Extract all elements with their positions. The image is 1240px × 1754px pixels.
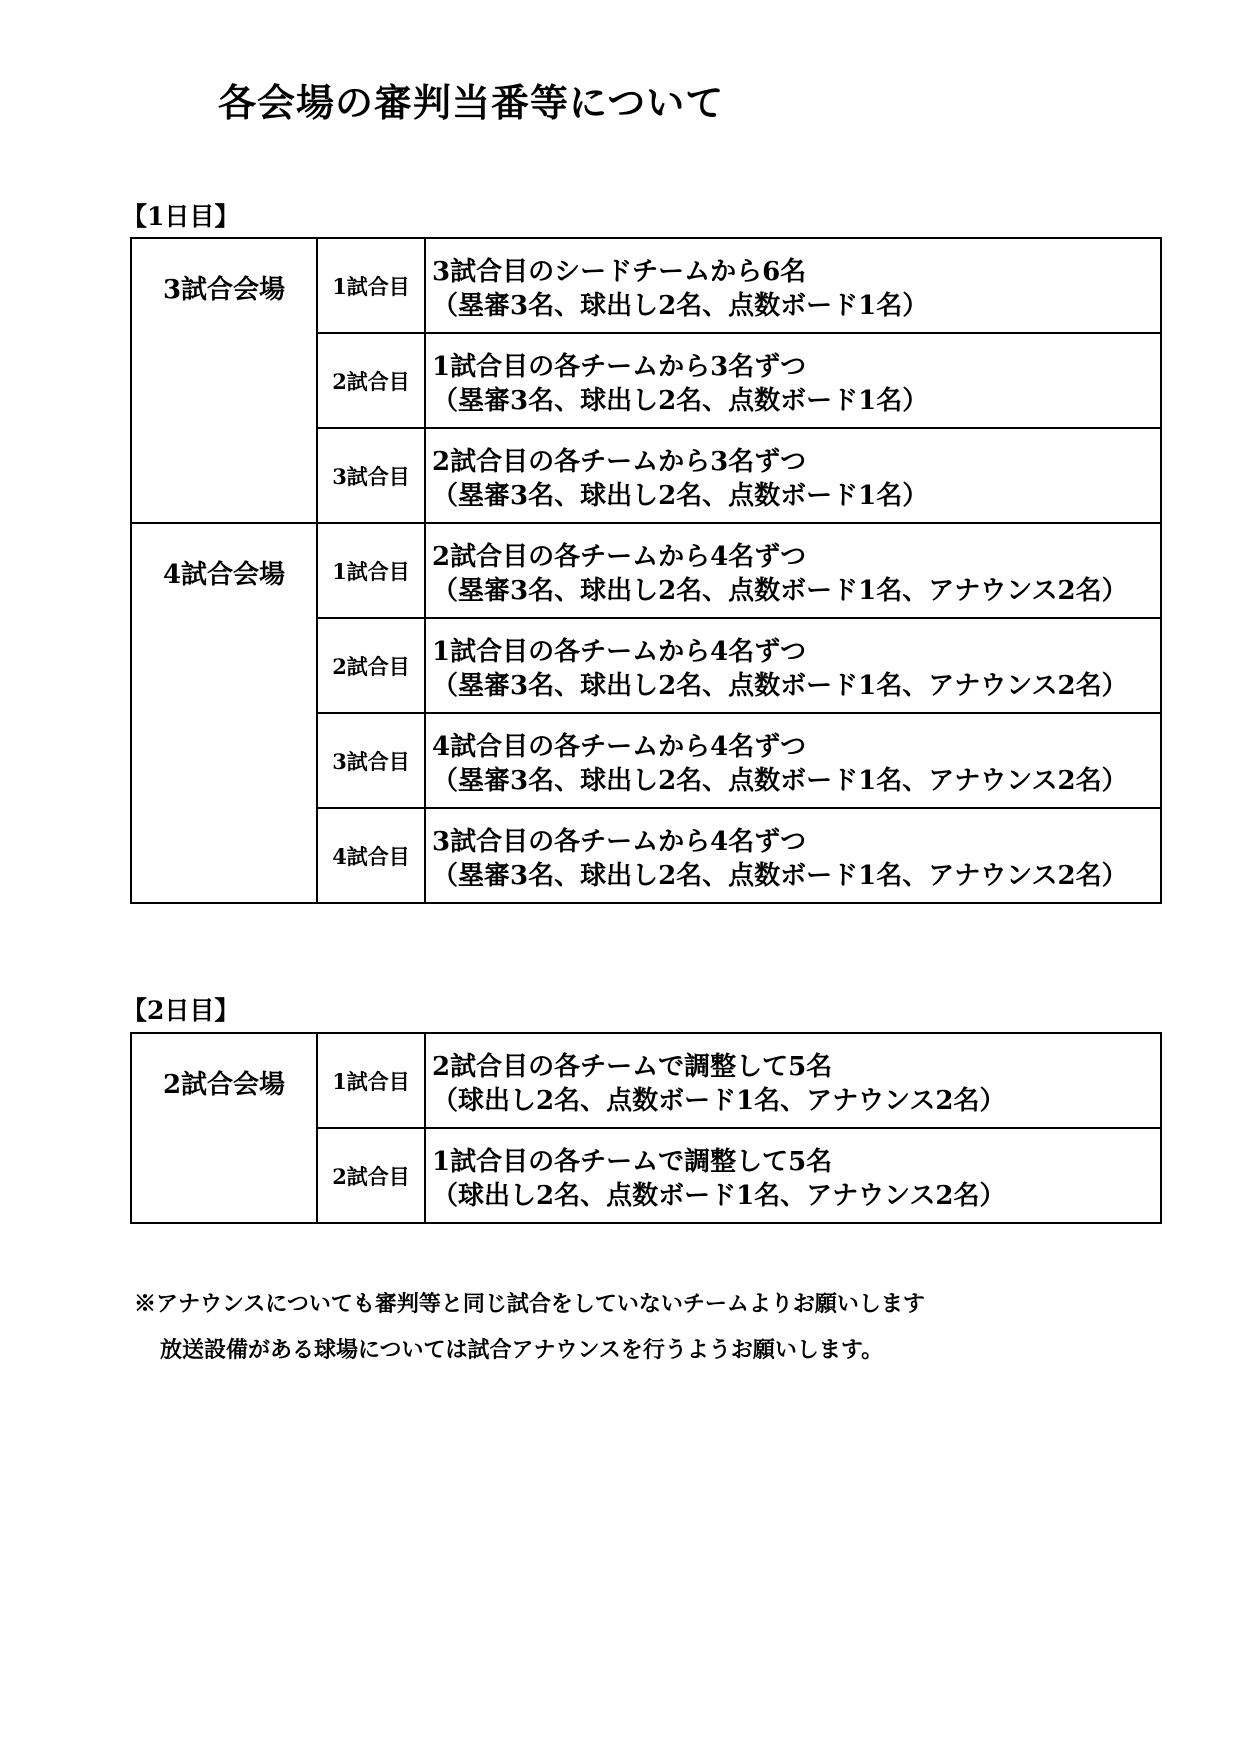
duty-breakdown: （塁審3名、球出し2名、点数ボード1名、アナウンス2名） <box>432 671 1128 701</box>
day1-schedule-table <box>130 237 1162 904</box>
duty-main: 2試合目の各チームから3名ずつ <box>432 447 807 477</box>
venue-name: 2試合会場 <box>131 1033 317 1223</box>
duty-main: 1試合目の各チームから4名ずつ <box>432 637 807 667</box>
game-number: 1試合目 <box>317 1033 425 1128</box>
table-row <box>131 523 1161 618</box>
duty-main: 2試合目の各チームで調整して5名 <box>432 1052 833 1082</box>
duty-cell <box>425 713 1161 808</box>
duty-cell <box>425 238 1161 333</box>
day2-heading: 【2日目】 <box>122 996 240 1025</box>
duty-cell <box>425 808 1161 903</box>
duty-cell <box>425 1033 1161 1128</box>
day2-schedule-table <box>130 1032 1162 1224</box>
game-number: 1試合目 <box>317 238 425 333</box>
broadcast-note: 放送設備がある球場については試合アナウンスを行うようお願いします。 <box>160 1337 884 1363</box>
duty-main: 4試合目の各チームから4名ずつ <box>432 732 807 762</box>
game-number: 2試合目 <box>317 333 425 428</box>
game-number: 2試合目 <box>317 618 425 713</box>
duty-breakdown: （塁審3名、球出し2名、点数ボード1名、アナウンス2名） <box>432 861 1128 891</box>
venue-name: 3試合会場 <box>131 238 317 523</box>
game-number: 3試合目 <box>317 713 425 808</box>
duty-main: 2試合目の各チームから4名ずつ <box>432 542 807 572</box>
duty-main: 3試合目の各チームから4名ずつ <box>432 827 807 857</box>
game-number: 2試合目 <box>317 1128 425 1223</box>
duty-breakdown: （球出し2名、点数ボード1名、アナウンス2名） <box>432 1086 1006 1116</box>
table-row <box>131 238 1161 333</box>
duty-cell <box>425 523 1161 618</box>
duty-cell <box>425 428 1161 523</box>
duty-breakdown: （球出し2名、点数ボード1名、アナウンス2名） <box>432 1181 1006 1211</box>
announcement-note: ※アナウンスについても審判等と同じ試合をしていないチームよりお願いします <box>134 1291 925 1317</box>
game-number: 3試合目 <box>317 428 425 523</box>
duty-breakdown: （塁審3名、球出し2名、点数ボード1名） <box>432 481 929 511</box>
duty-breakdown: （塁審3名、球出し2名、点数ボード1名、アナウンス2名） <box>432 766 1128 796</box>
game-number: 1試合目 <box>317 523 425 618</box>
duty-main: 1試合目の各チームから3名ずつ <box>432 352 807 382</box>
game-number: 4試合目 <box>317 808 425 903</box>
duty-breakdown: （塁審3名、球出し2名、点数ボード1名） <box>432 291 929 321</box>
duty-cell <box>425 333 1161 428</box>
venue-name: 4試合会場 <box>131 523 317 903</box>
page-title: 各会場の審判当番等について <box>218 81 725 125</box>
duty-main: 1試合目の各チームで調整して5名 <box>432 1147 833 1177</box>
duty-cell <box>425 618 1161 713</box>
table-row <box>131 1033 1161 1128</box>
duty-main: 3試合目のシードチームから6名 <box>432 257 807 287</box>
duty-breakdown: （塁審3名、球出し2名、点数ボード1名） <box>432 386 929 416</box>
duty-breakdown: （塁審3名、球出し2名、点数ボード1名、アナウンス2名） <box>432 576 1128 606</box>
day1-heading: 【1日目】 <box>122 202 240 231</box>
duty-cell <box>425 1128 1161 1223</box>
